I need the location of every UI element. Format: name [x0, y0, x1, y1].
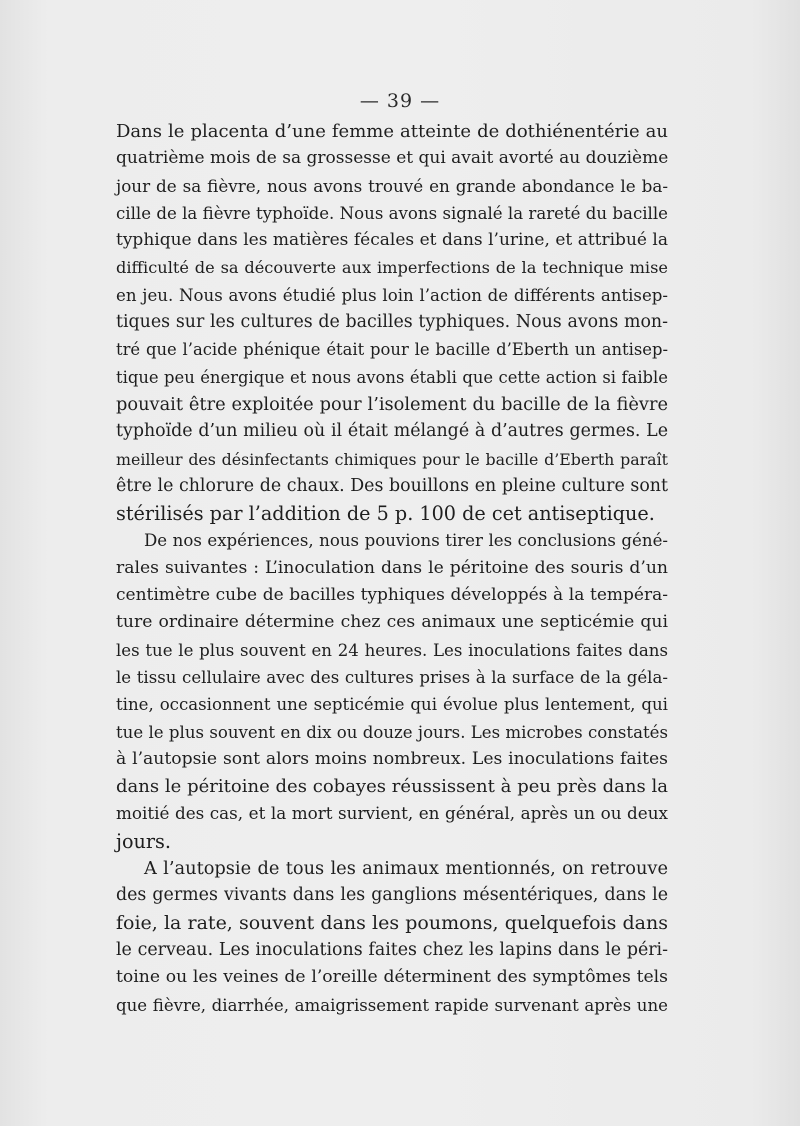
text-line: que fièvre, diarrhée, amaigrissement rapide survenant après une	[116, 995, 668, 1015]
text-line: typhique dans les matières fécales et dans l’urine, et attribué la	[116, 230, 668, 251]
text-line: rales suivantes : L’inoculation dans le péritoine des souris d’un	[116, 557, 668, 578]
text-line: cille de la fièvre typhoïde. Nous avons signalé la rareté du bacille	[116, 203, 668, 223]
text-line: être le chlorure de chaux. Des bouillons en pleine culture sont	[116, 475, 668, 496]
text-line: en jeu. Nous avons étudié plus loin l’action de différents antisep-	[116, 285, 668, 305]
text-line: tique peu énergique et nous avons établi que cette action si faible	[116, 367, 668, 387]
text-line: De nos expériences, nous pouvions tirer les conclusions géné-	[144, 531, 668, 551]
text-line: toine ou les veines de l’oreille déterminent des symptômes tels	[116, 967, 668, 988]
text-line: les tue le plus souvent en 24 heures. Les inoculations faites dans	[116, 640, 668, 660]
paragraph-1	[116, 118, 668, 527]
text-line: le cerveau. Les inoculations faites chez les lapins dans le péri-	[116, 939, 668, 960]
text-line: centimètre cube de bacilles typhiques développés à la tempéra-	[116, 585, 668, 606]
text-line: stérilisés par l’addition de 5 p. 100 de cet antiseptique.	[116, 502, 655, 526]
text-line: dans le péritoine des cobayes réussissent à peu près dans la	[116, 776, 668, 798]
text-line: tine, occasionnent une septicémie qui évolue plus lentement, qui	[116, 695, 668, 715]
text-line: tiques sur les cultures de bacilles typhiques. Nous avons mon-	[116, 312, 668, 333]
text-line: jours.	[116, 829, 171, 853]
text-line: à l’autopsie sont alors moins nombreux. Les inoculations faites	[116, 748, 668, 769]
text-line: typhoïde d’un milieu où il était mélangé à d’autres germes. Le	[116, 421, 668, 442]
paragraph-2	[116, 527, 668, 855]
text-line: Dans le placenta d’une femme atteinte de dothiénentérie au	[116, 121, 668, 142]
text-line: jour de sa fièvre, nous avons trouvé en grande abondance le ba-	[116, 175, 668, 196]
paragraph-3	[116, 855, 668, 1019]
text-line: tré que l’acide phénique était pour le bacille d’Eberth un antisep-	[116, 340, 668, 360]
text-line: meilleur des désinfectants chimiques pour le bacille d’Eberth paraît	[116, 449, 668, 469]
text-line: le tissu cellulaire avec des cultures prises à la surface de la géla-	[116, 667, 668, 687]
text-line: pouvait être exploitée pour l’isolement du bacille de la fièvre	[116, 393, 668, 415]
text-line: quatrième mois de sa grossesse et qui avait avorté au douzième	[116, 148, 669, 169]
text-line: foie, la rate, souvent dans les poumons, quelquefois dans	[116, 911, 668, 934]
text-line: difficulté de sa découverte aux imperfections de la technique mise	[116, 258, 668, 278]
text-line: tue le plus souvent en dix ou douze jours. Les microbes constatés	[116, 722, 668, 742]
text-line: A l’autopsie de tous les animaux mentionnés, on retrouve	[144, 858, 668, 880]
page-number: — 39 —	[359, 90, 441, 112]
text-line: ture ordinaire détermine chez ces animaux une septicémie qui	[116, 612, 668, 633]
body-text	[116, 118, 668, 1019]
text-line: moitié des cas, et la mort survient, en général, après un ou deux	[116, 803, 668, 824]
text-line: des germes vivants dans les ganglions mésentériques, dans le	[116, 885, 668, 906]
